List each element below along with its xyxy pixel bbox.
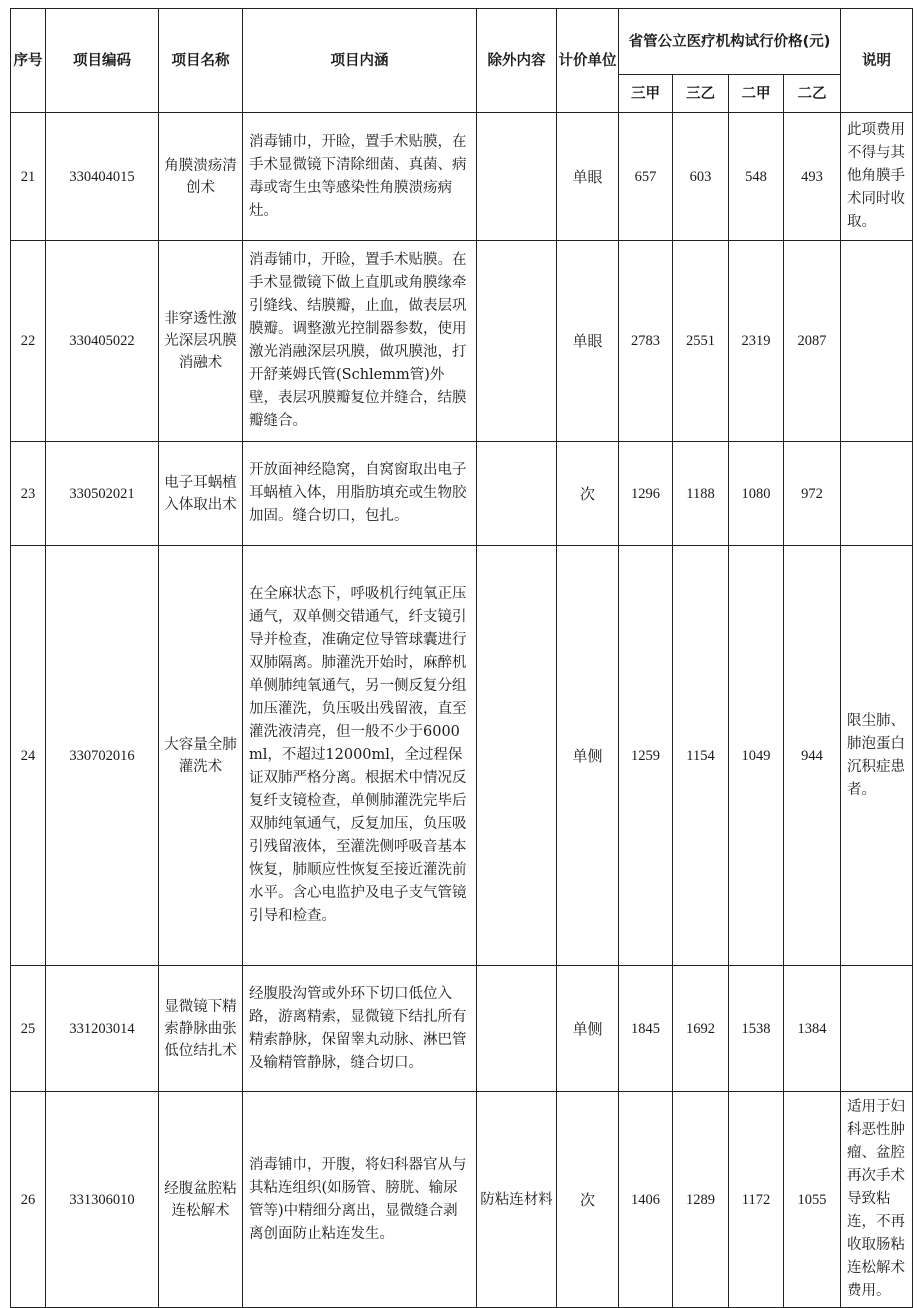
table-row <box>11 966 913 1092</box>
row-price-sanyi: 603 <box>673 113 729 241</box>
row-price-sanyi: 1188 <box>673 442 729 546</box>
row-excluded <box>477 113 557 241</box>
row-name: 角膜溃疡清创术 <box>159 113 243 241</box>
row-content: 消毒铺巾，开腹，将妇科器官从与其粘连组织(如肠管、膀胱、输尿管等)中精细分离出，显微缝合剥离创面防止粘连发生。 <box>243 1092 477 1308</box>
row-excluded <box>477 546 557 966</box>
row-content: 消毒铺巾，开睑，置手术贴膜。在手术显微镜下做上直肌或角膜缘牵引缝线、结膜瓣，止血，做表层巩膜瓣。调整激光控制器参数，使用激光消融深层巩膜，做巩膜池，打开舒莱姆氏管(Schlemm管)外壁，表层巩膜瓣复位并缝合，结膜瓣缝合。 <box>243 241 477 442</box>
row-price-eryi: 1384 <box>784 966 841 1092</box>
row-unit: 单侧 <box>557 966 619 1092</box>
row-price-eryi: 493 <box>784 113 841 241</box>
row-content: 经腹股沟管或外环下切口低位入路，游离精索，显微镜下结扎所有精索静脉，保留睾丸动脉、淋巴管及输精管静脉，缝合切口。 <box>243 966 477 1092</box>
header-grade-eryi: 二乙 <box>784 75 841 113</box>
row-price-sanjia: 657 <box>619 113 673 241</box>
row-index: 24 <box>11 546 46 966</box>
row-name: 经腹盆腔粘连松解术 <box>159 1092 243 1308</box>
row-index: 22 <box>11 241 46 442</box>
row-price-sanjia: 1259 <box>619 546 673 966</box>
row-price-sanjia: 1406 <box>619 1092 673 1308</box>
header-content: 项目内涵 <box>243 9 477 113</box>
row-note <box>841 442 913 546</box>
row-price-sanyi: 1154 <box>673 546 729 966</box>
row-price-eryi: 1055 <box>784 1092 841 1308</box>
row-price-sanjia: 1845 <box>619 966 673 1092</box>
row-price-eryi: 944 <box>784 546 841 966</box>
row-price-erjia: 1080 <box>729 442 784 546</box>
table-row <box>11 1092 913 1308</box>
header-name: 项目名称 <box>159 9 243 113</box>
row-note <box>841 241 913 442</box>
row-index: 23 <box>11 442 46 546</box>
row-price-erjia: 1172 <box>729 1092 784 1308</box>
row-code: 331306010 <box>46 1092 159 1308</box>
row-price-sanyi: 1692 <box>673 966 729 1092</box>
table-row <box>11 546 913 966</box>
row-content: 在全麻状态下，呼吸机行纯氧正压通气，双单侧交错通气，纤支镜引导并检查，准确定位导管球囊进行双肺隔离。肺灌洗开始时，麻醉机单侧肺纯氧通气，另一侧反复分组加压灌洗，负压吸出残留液，直至灌洗液清亮，但一般不少于6000ml，不超过12000ml，全过程保证双肺严格分离。根据术中情况反复纤支镜检查，单侧肺灌洗完毕后双肺纯氧通气，反复加压，负压吸引残留液体，至灌洗侧呼吸音基本恢复，肺顺应性恢复至接近灌洗前水平。含心电监护及电子支气管镜引导和检查。 <box>243 546 477 966</box>
row-price-erjia: 1538 <box>729 966 784 1092</box>
row-excluded <box>477 966 557 1092</box>
header-index: 序号 <box>11 9 46 113</box>
row-index: 26 <box>11 1092 46 1308</box>
header-grade-sanjia: 三甲 <box>619 75 673 113</box>
header-price-group: 省管公立医疗机构试行价格(元) <box>619 9 841 75</box>
header-note: 说明 <box>841 9 913 113</box>
row-note: 此项费用不得与其他角膜手术同时收取。 <box>841 113 913 241</box>
row-name: 显微镜下精索静脉曲张低位结扎术 <box>159 966 243 1092</box>
row-index: 25 <box>11 966 46 1092</box>
row-price-erjia: 1049 <box>729 546 784 966</box>
row-code: 331203014 <box>46 966 159 1092</box>
header-excluded: 除外内容 <box>477 9 557 113</box>
header-grade-sanyi: 三乙 <box>673 75 729 113</box>
table-row <box>11 241 913 442</box>
row-unit: 单眼 <box>557 113 619 241</box>
price-table <box>10 8 913 1308</box>
table-row <box>11 113 913 241</box>
row-price-eryi: 2087 <box>784 241 841 442</box>
row-price-sanyi: 1289 <box>673 1092 729 1308</box>
row-name: 电子耳蜗植入体取出术 <box>159 442 243 546</box>
row-unit: 次 <box>557 442 619 546</box>
table-row <box>11 442 913 546</box>
row-note <box>841 966 913 1092</box>
row-price-erjia: 2319 <box>729 241 784 442</box>
row-price-erjia: 548 <box>729 113 784 241</box>
header-code: 项目编码 <box>46 9 159 113</box>
row-price-eryi: 972 <box>784 442 841 546</box>
row-excluded <box>477 442 557 546</box>
row-excluded: 防粘连材料 <box>477 1092 557 1308</box>
row-name: 非穿透性激光深层巩膜消融术 <box>159 241 243 442</box>
row-name: 大容量全肺灌洗术 <box>159 546 243 966</box>
header-grade-erjia: 二甲 <box>729 75 784 113</box>
row-price-sanjia: 2783 <box>619 241 673 442</box>
row-content: 消毒铺巾，开睑，置手术贴膜，在手术显微镜下清除细菌、真菌、病毒或寄生虫等感染性角膜溃疡病灶。 <box>243 113 477 241</box>
row-code: 330405022 <box>46 241 159 442</box>
row-content: 开放面神经隐窝，自窝窗取出电子耳蜗植入体，用脂肪填充或生物胶加固。缝合切口，包扎。 <box>243 442 477 546</box>
row-note: 限尘肺、肺泡蛋白沉积症患者。 <box>841 546 913 966</box>
row-note: 适用于妇科恶性肿瘤、盆腔再次手术导致粘连，不再收取肠粘连松解术费用。 <box>841 1092 913 1308</box>
row-code: 330404015 <box>46 113 159 241</box>
row-unit: 单侧 <box>557 546 619 966</box>
header-unit: 计价单位 <box>557 9 619 113</box>
row-code: 330702016 <box>46 546 159 966</box>
row-unit: 次 <box>557 1092 619 1308</box>
row-unit: 单眼 <box>557 241 619 442</box>
row-excluded <box>477 241 557 442</box>
row-price-sanyi: 2551 <box>673 241 729 442</box>
row-price-sanjia: 1296 <box>619 442 673 546</box>
row-index: 21 <box>11 113 46 241</box>
row-code: 330502021 <box>46 442 159 546</box>
